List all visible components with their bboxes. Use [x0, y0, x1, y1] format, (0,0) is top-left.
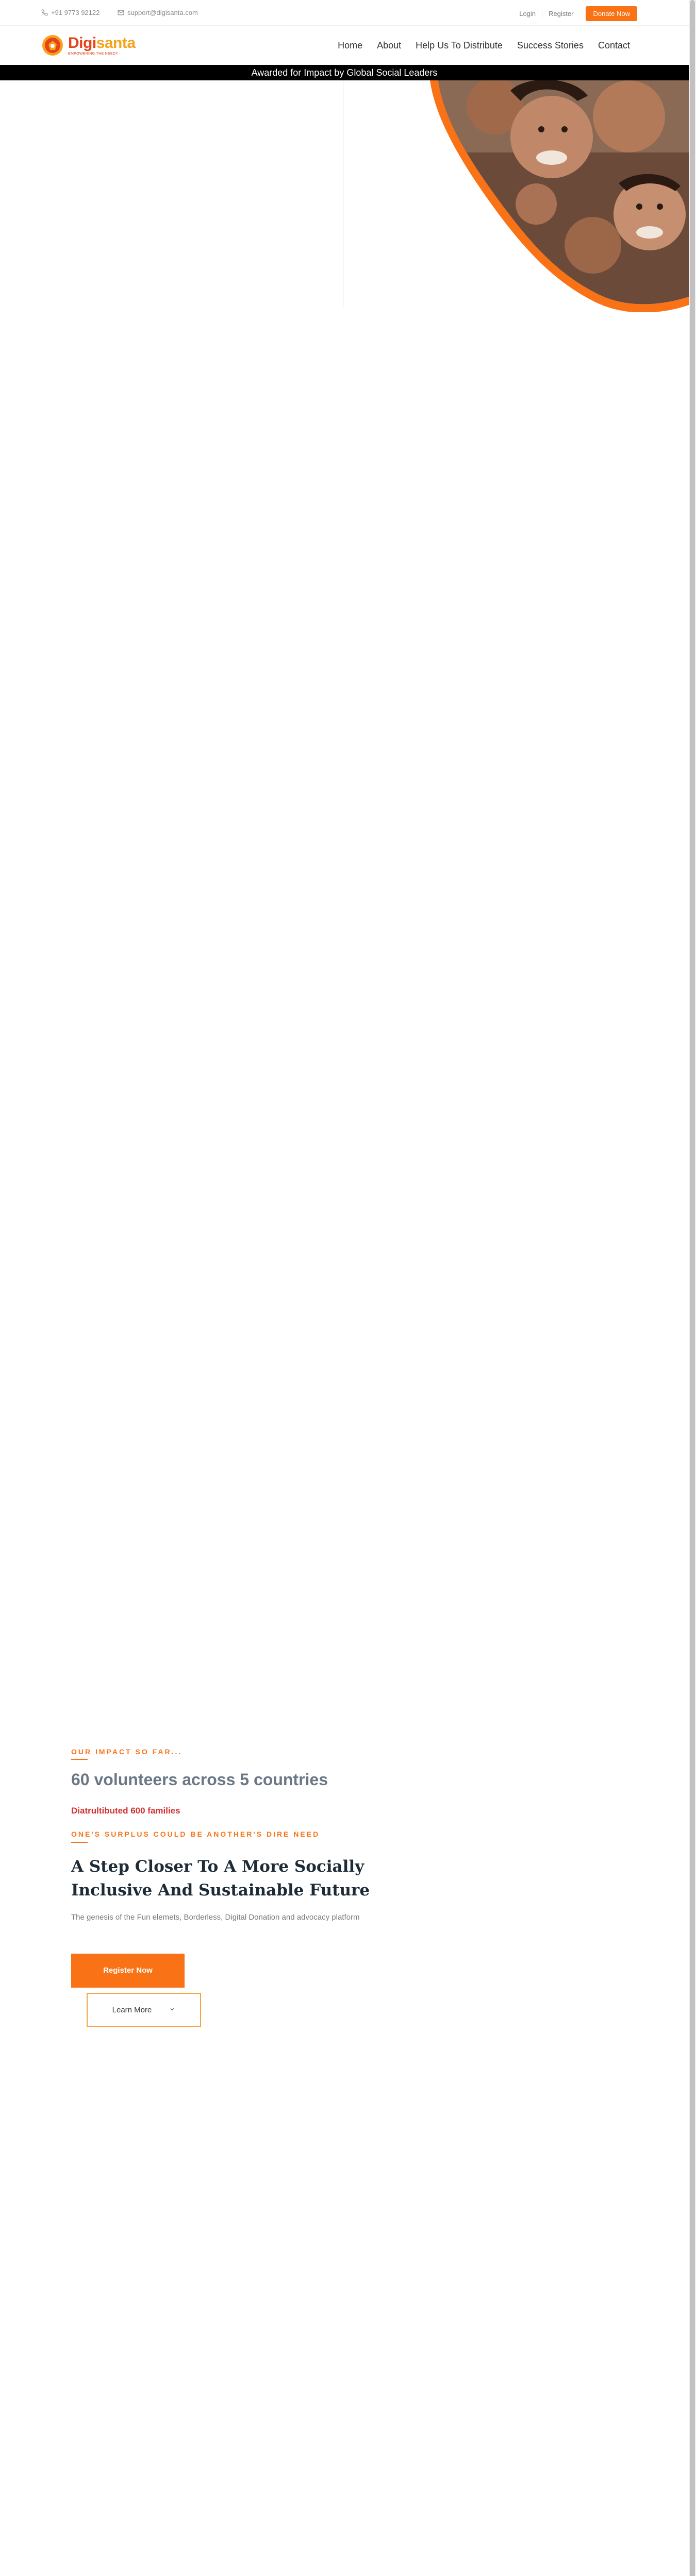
hero-description: The genesis of the Fun elemets, Borderless, Digital Donation and advocacy platform	[71, 1913, 360, 1922]
donate-button[interactable]: Donate Now	[586, 6, 637, 21]
award-banner: Awarded for Impact by Global Social Leaders	[0, 65, 689, 80]
account-links	[513, 6, 637, 21]
logo-wordmark	[68, 36, 136, 56]
logo-mark-icon	[41, 34, 64, 57]
top-bar	[0, 0, 689, 26]
login-link[interactable]: Login	[519, 10, 536, 18]
hero-divider	[343, 80, 344, 307]
learn-more-button[interactable]	[87, 1993, 201, 2027]
logo-tagline: EMPOWERING THE NEEDY	[68, 52, 119, 56]
surplus-eyebrow: ONE'S SURPLUS COULD BE ANOTHER'S DIRE NEED	[71, 1830, 320, 1838]
logo[interactable]	[41, 34, 136, 57]
register-now-button[interactable]: Register Now	[71, 1954, 185, 1988]
logo-name-part2: santa	[96, 34, 136, 52]
hero-headline: A Step Closer To A More Socially Inclusive And Sustainable Future	[71, 1857, 370, 1900]
nav-item-home[interactable]: Home	[338, 40, 363, 50]
learn-more-label: Learn More	[112, 2005, 152, 2014]
impact-section	[71, 1748, 432, 2014]
nav-item-help-distribute[interactable]: Help Us To Distribute	[416, 40, 503, 50]
email-address: support@digisanta.com	[127, 9, 198, 16]
nav-item-about[interactable]: About	[377, 40, 402, 50]
scrollbar-thumb[interactable]	[690, 0, 695, 2576]
phone-contact[interactable]	[41, 9, 100, 16]
chevron-down-icon	[169, 2006, 175, 2014]
hero-children-photo	[423, 80, 689, 312]
impact-eyebrow: OUR IMPACT SO FAR...	[71, 1748, 183, 1756]
register-link[interactable]: Register	[549, 10, 574, 18]
main-nav	[330, 40, 637, 51]
distributed-stat: Diatrultibuted 600 families	[71, 1806, 180, 1816]
nav-item-success-stories[interactable]: Success Stories	[517, 40, 584, 50]
email-contact[interactable]	[118, 9, 198, 16]
volunteers-stat: 60 volunteers across 5 countries	[71, 1770, 328, 1789]
site-header	[0, 26, 689, 65]
eyebrow-underline-2	[71, 1842, 88, 1843]
phone-number: +91 9773 92122	[51, 9, 100, 16]
eyebrow-underline	[71, 1759, 88, 1760]
logo-name-part1: Digi	[68, 34, 96, 52]
nav-item-contact[interactable]: Contact	[598, 40, 630, 50]
phone-icon	[41, 9, 48, 16]
scrollbar-track[interactable]	[689, 0, 696, 2576]
email-icon	[118, 9, 124, 16]
